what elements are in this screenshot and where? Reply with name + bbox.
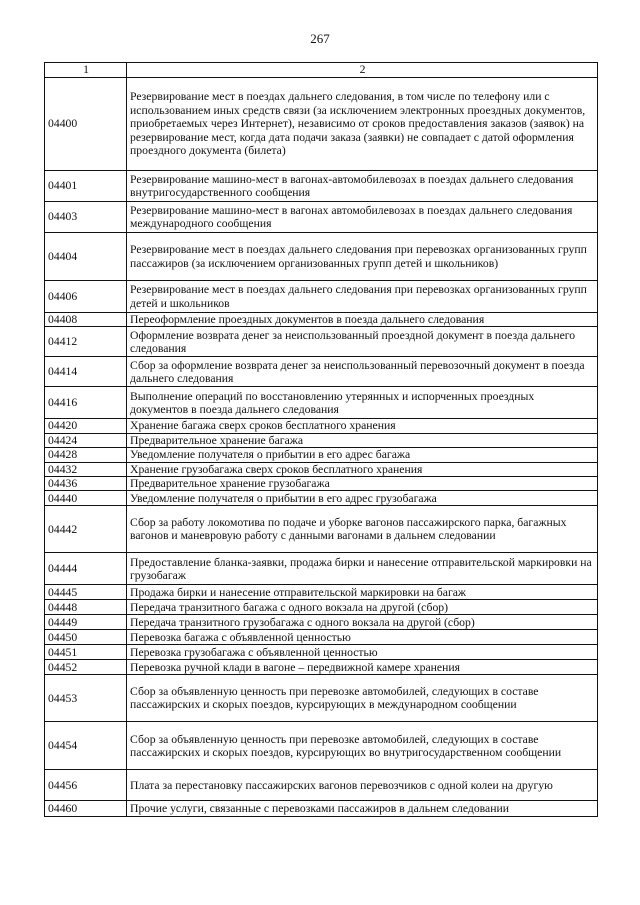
service-code: 04400 [45, 78, 127, 171]
service-code: 04436 [45, 477, 127, 491]
service-code: 04420 [45, 419, 127, 433]
service-description: Предварительное хранение багажа [127, 433, 598, 447]
service-code: 04449 [45, 615, 127, 630]
service-description: Хранение багажа сверх сроков бесплатного хранения [127, 419, 598, 433]
table-row [45, 660, 598, 675]
service-description: Резервирование мест в поездах дальнего следования при перевозках организованных групп детей и школьников [127, 281, 598, 313]
table-row [45, 600, 598, 615]
service-description: Перевозка грузобагажа с объявленной ценностью [127, 645, 598, 660]
service-code: 04428 [45, 448, 127, 462]
service-description: Резервирование мест в поездах дальнего следования при перевозках организованных групп пассажиров (за исключением организованных групп детей и школьников) [127, 233, 598, 281]
service-code: 04456 [45, 770, 127, 801]
table-row [45, 801, 598, 817]
service-code: 04416 [45, 387, 127, 419]
service-code: 04451 [45, 645, 127, 660]
table-row [45, 615, 598, 630]
service-code: 04403 [45, 202, 127, 233]
table-row [45, 327, 598, 357]
service-code: 04424 [45, 433, 127, 447]
service-description: Сбор за работу локомотива по подаче и уборке вагонов пассажирского парка, багажных вагонов и маневровую работу с данными вагонами в дальнем следовании [127, 506, 598, 553]
service-description: Передача транзитного грузобагажа с одного вокзала на другой (сбор) [127, 615, 598, 630]
service-description: Резервирование машино-мест в вагонах-автомобилевозах в поездах дальнего следования внутригосударственного сообщения [127, 171, 598, 202]
table-row [45, 770, 598, 801]
service-code: 04445 [45, 585, 127, 600]
service-code: 04452 [45, 660, 127, 675]
service-description: Сбор за оформление возврата денег за неиспользованный перевозочный документ в поезда дальнего следования [127, 357, 598, 387]
table-row [45, 477, 598, 491]
service-description: Прочие услуги, связанные с перевозками пассажиров в дальнем следовании [127, 801, 598, 817]
table-row [45, 387, 598, 419]
table-row [45, 313, 598, 327]
table-row [45, 630, 598, 645]
table-row [45, 202, 598, 233]
service-code: 04444 [45, 553, 127, 585]
table-row [45, 645, 598, 660]
table-header-row [45, 63, 598, 78]
service-code: 04406 [45, 281, 127, 313]
service-code: 04404 [45, 233, 127, 281]
service-code: 04460 [45, 801, 127, 817]
table-row [45, 171, 598, 202]
table-row [45, 433, 598, 447]
service-code: 04448 [45, 600, 127, 615]
service-code: 04453 [45, 675, 127, 722]
service-description: Сбор за объявленную ценность при перевозке автомобилей, следующих в составе пассажирских и скорых поездов, курсирующих во внутригосударственном сообщении [127, 722, 598, 770]
table-row [45, 553, 598, 585]
table-row [45, 233, 598, 281]
service-code: 04440 [45, 491, 127, 506]
service-code: 04442 [45, 506, 127, 553]
service-code: 04454 [45, 722, 127, 770]
table-row [45, 448, 598, 462]
table-row [45, 357, 598, 387]
table-row [45, 419, 598, 433]
service-codes-table [44, 62, 598, 817]
table-row [45, 462, 598, 476]
table-row [45, 585, 598, 600]
service-description: Выполнение операций по восстановлению утерянных и испорченных проездных документов в поезда дальнего следования [127, 387, 598, 419]
service-description: Уведомление получателя о прибытии в его адрес грузобагажа [127, 491, 598, 506]
service-description: Перевозка ручной клади в вагоне – передвижной камере хранения [127, 660, 598, 675]
service-description: Оформление возврата денег за неиспользованный проездной документ в поезда дальнего следования [127, 327, 598, 357]
service-description: Плата за перестановку пассажирских вагонов перевозчиков с одной колеи на другую [127, 770, 598, 801]
table-row [45, 722, 598, 770]
service-description: Уведомление получателя о прибытии в его адрес багажа [127, 448, 598, 462]
service-description: Продажа бирки и нанесение отправительской маркировки на багаж [127, 585, 598, 600]
service-description: Перевозка багажа с объявленной ценностью [127, 630, 598, 645]
service-code: 04414 [45, 357, 127, 387]
table-row [45, 491, 598, 506]
table-row [45, 281, 598, 313]
service-description: Резервирование машино-мест в вагонах автомобилевозах в поездах дальнего следования международного сообщения [127, 202, 598, 233]
column-header-description: 2 [127, 63, 598, 78]
service-description: Предварительное хранение грузобагажа [127, 477, 598, 491]
service-description: Хранение грузобагажа сверх сроков бесплатного хранения [127, 462, 598, 476]
table-row [45, 78, 598, 171]
page-number: 267 [310, 31, 330, 46]
service-description: Переоформление проездных документов в поезда дальнего следования [127, 313, 598, 327]
service-code: 04432 [45, 462, 127, 476]
service-description: Сбор за объявленную ценность при перевозке автомобилей, следующих в составе пассажирских и скорых поездов, курсирующих в международном сообщении [127, 675, 598, 722]
service-code: 04450 [45, 630, 127, 645]
service-code: 04408 [45, 313, 127, 327]
service-code: 04401 [45, 171, 127, 202]
table-row [45, 675, 598, 722]
column-header-code: 1 [45, 63, 127, 78]
service-code: 04412 [45, 327, 127, 357]
service-description: Передача транзитного багажа с одного вокзала на другой (сбор) [127, 600, 598, 615]
service-description: Резервирование мест в поездах дальнего следования, в том числе по телефону или с использованием иных средств связи (за исключением электронных проездных документов, приобретаемых через Интернет), независимо от сроков предоставления заказов (заявок) на резервирование мест, когда дата подачи заказа (заявки) не совпадает с датой оформления проездного документа (билета) [127, 78, 598, 171]
service-description: Предоставление бланка-заявки, продажа бирки и нанесение отправительской маркировки на грузобагаж [127, 553, 598, 585]
table-row [45, 506, 598, 553]
